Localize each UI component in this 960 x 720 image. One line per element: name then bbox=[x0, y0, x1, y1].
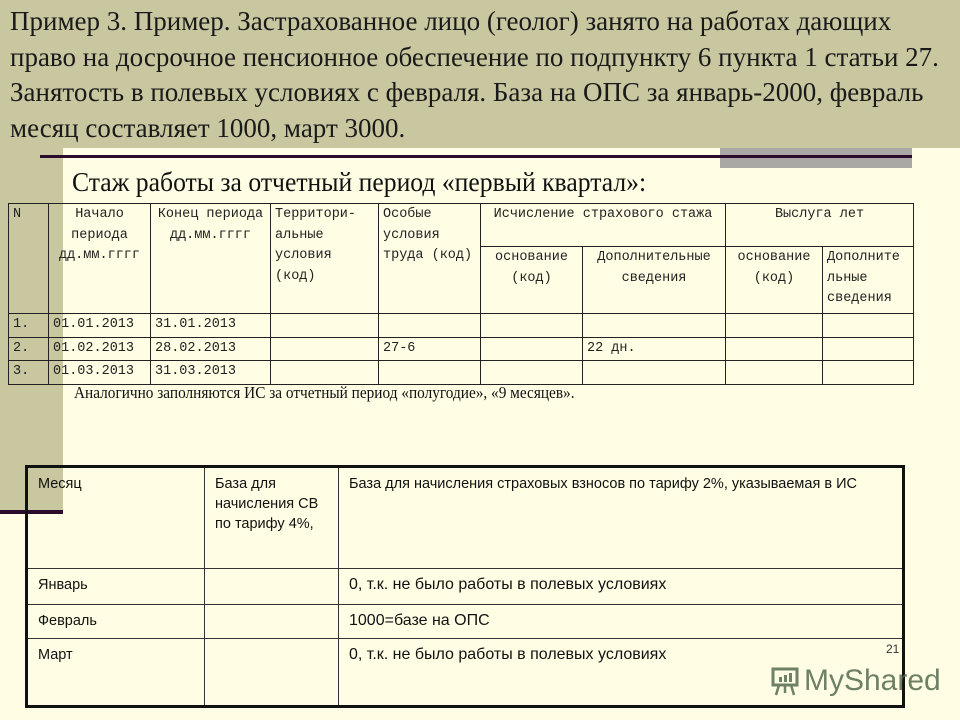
cell-n: 1. bbox=[9, 314, 49, 338]
cell-special bbox=[379, 361, 481, 385]
cell-end: 28.02.2013 bbox=[151, 337, 271, 361]
header-insurance-extra: Дополнительные сведения bbox=[583, 247, 726, 314]
header-base-2: База для начисления страховых взносов по тарифу 2%, указываемая в ИС bbox=[339, 467, 904, 569]
table-row bbox=[9, 361, 914, 385]
header-special: Особые условия труда (код) bbox=[379, 204, 481, 314]
cell-ins-basis bbox=[481, 361, 583, 385]
table-row bbox=[9, 337, 914, 361]
note-text: Аналогично заполняются ИС за отчетный период «полугодие», «9 месяцев». bbox=[74, 383, 575, 402]
header-insurance-basis: основание (код) bbox=[481, 247, 583, 314]
cell-territorial bbox=[271, 314, 379, 338]
cell-base-2: 0, т.к. не было работы в полевых условиях bbox=[339, 639, 904, 707]
cell-base-4 bbox=[205, 569, 339, 605]
watermark bbox=[770, 664, 941, 698]
cell-end: 31.03.2013 bbox=[151, 361, 271, 385]
cell-srv-extra bbox=[823, 337, 914, 361]
header-service: Выслуга лет bbox=[726, 204, 914, 247]
cell-base-2: 0, т.к. не было работы в полевых условиях bbox=[339, 569, 904, 605]
cell-ins-basis bbox=[481, 337, 583, 361]
stazh-table bbox=[8, 203, 914, 385]
header-n: N bbox=[9, 204, 49, 314]
table-row bbox=[9, 314, 914, 338]
header-base-4: База для начисления СВ по тарифу 4%, bbox=[205, 467, 339, 569]
cell-base-4 bbox=[205, 639, 339, 707]
header-insurance: Исчисление страхового стажа bbox=[481, 204, 726, 247]
cell-start: 01.01.2013 bbox=[49, 314, 151, 338]
table-row bbox=[27, 605, 904, 639]
title-divider bbox=[40, 155, 912, 158]
cell-ins-extra: 22 дн. bbox=[583, 337, 726, 361]
cell-base-2: 1000=базе на ОПС bbox=[339, 605, 904, 639]
cell-srv-extra bbox=[823, 314, 914, 338]
table-row bbox=[27, 569, 904, 605]
cell-srv-basis bbox=[726, 314, 823, 338]
cell-territorial bbox=[271, 337, 379, 361]
cell-n: 2. bbox=[9, 337, 49, 361]
accent-block bbox=[720, 148, 912, 168]
cell-special: 27-6 bbox=[379, 337, 481, 361]
cell-srv-basis bbox=[726, 337, 823, 361]
cell-month: Февраль bbox=[27, 605, 205, 639]
slide-title: Пример 3. Пример. Застрахованное лицо (геолог) занято на работах дающих право на досрочное пенсионное обеспечение по подпункту 6 пункта 1 статьи 27. Занятость в полевых условиях с февраля. База на ОПС за январь-2000, февраль месяц составляет 1000, март 3000. bbox=[10, 6, 939, 143]
cell-srv-extra bbox=[823, 361, 914, 385]
header-territorial: Территори-альные условия (код) bbox=[271, 204, 379, 314]
cell-start: 01.03.2013 bbox=[49, 361, 151, 385]
header-end: Конец периода дд.мм.гггг bbox=[151, 204, 271, 314]
cell-month: Март bbox=[27, 639, 205, 707]
cell-end: 31.01.2013 bbox=[151, 314, 271, 338]
watermark-text: MyShared bbox=[804, 664, 941, 697]
header-service-basis: основание (код) bbox=[726, 247, 823, 314]
header-start: Начало периода дд.мм.гггг bbox=[49, 204, 151, 314]
cell-n: 3. bbox=[9, 361, 49, 385]
cell-ins-extra bbox=[583, 361, 726, 385]
header-month: Месяц bbox=[27, 467, 205, 569]
cell-special bbox=[379, 314, 481, 338]
cell-ins-extra bbox=[583, 314, 726, 338]
cell-ins-basis bbox=[481, 314, 583, 338]
header-service-extra: Дополните льные сведения bbox=[823, 247, 914, 314]
stazh-subtitle: Стаж работы за отчетный период «первый квартал»: bbox=[72, 167, 647, 197]
cell-month: Январь bbox=[27, 569, 205, 605]
cell-srv-basis bbox=[726, 361, 823, 385]
cell-base-4 bbox=[205, 605, 339, 639]
cell-territorial bbox=[271, 361, 379, 385]
page-number: 21 bbox=[886, 642, 900, 656]
presentation-board-icon bbox=[770, 665, 800, 697]
cell-start: 01.02.2013 bbox=[49, 337, 151, 361]
